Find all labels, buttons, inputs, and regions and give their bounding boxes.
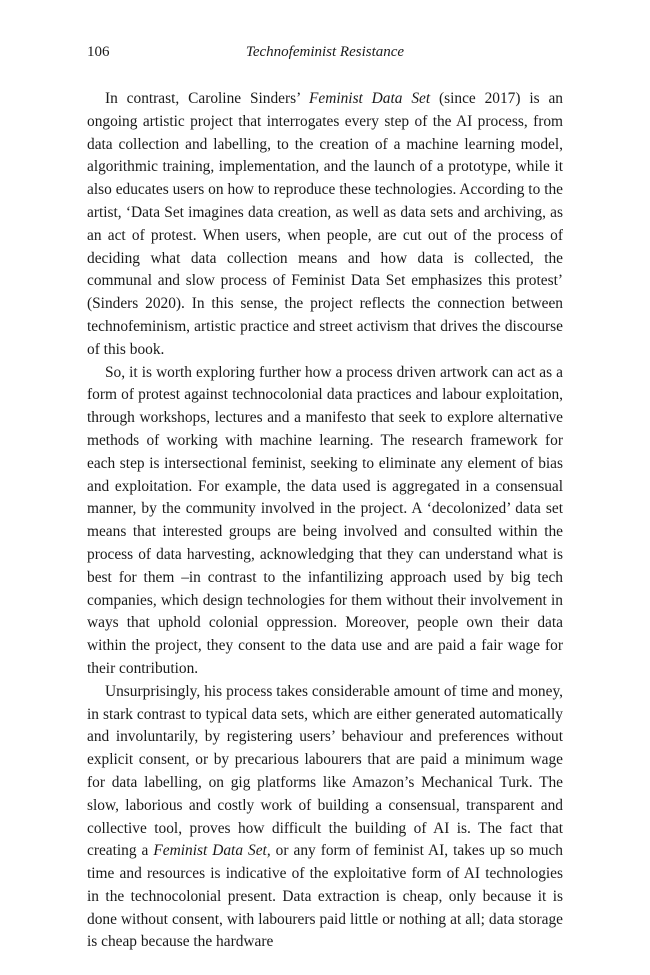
paragraph: [87, 362, 563, 681]
page-number: 106: [87, 44, 110, 60]
paragraph: [87, 88, 563, 362]
paragraph-text: So, it is worth exploring further how a process driven artwork can act as a form of protest against technocolonial data practices and labour exploitation, through workshops, lectures and a manifesto that seek to explore alternative methods of working with machine learning. The research framework for each step is intersectional feminist, seeking to eliminate any element of bias and exploitation. For example, the data used is aggregated in a consensual manner, by the community involved in the project. A ‘decolonized’ data set means that interested groups are being involved and consulted within the process of data harvesting, acknowledging that they can understand what is best for them –in contrast to the infantilizing approach used by big tech companies, which design technologies for them without their involvement in ways that uphold colonial oppression. Moreover, people own their data within the project, they consent to the data use and are paid a fair wage for their contribution.: [87, 363, 563, 677]
paragraph-text: , or any form of feminist AI, takes up so much time and resources is indicative of the exploitative form of AI technologies in the technocolonial present. Data extraction is cheap, only because it is done without consent, with labourers paid little or nothing at all; data storage is cheap because the hardware: [87, 842, 563, 951]
book-title-italic: Feminist Data Set: [153, 842, 267, 860]
book-title-italic: Feminist Data Set: [308, 90, 431, 107]
running-head: [87, 44, 563, 64]
running-title: Technofeminist Resistance: [245, 44, 405, 60]
paragraph: [87, 681, 563, 955]
paragraph-text: Unsurprisingly, his process takes considerable amount of time and money, in stark contrast to typical data sets, which are either generated automatically and involuntarily, by registering users’ behaviour and preferences without explicit consent, or by precarious labourers that are paid a minimum wage for data labelling, on gig platforms like Amazon’s Mechanical Turk. The slow, laborious and costly work of building a consensual, transparent and collective tool, proves how difficult the building of AI is. The fact that creating a: [87, 682, 563, 860]
paragraph-text: (since 2017) is an ongoing artistic project that interrogates every step of the AI process, from data collection and labelling, to the creation of a machine learning model, algorithmic training, implementation, and the launch of a prototype, while it also educates users on how to reproduce these technologies. According to the artist, ‘Data Set imagines data creation, as well as data sets and archiving, as an act of protest. When users, when people, are cut out of the process of deciding what data collection means and how data is collected, the communal and slow process of Feminist Data Set emphasizes this protest’ (Sinders 2020). In this sense, the project reflects the connection between technofeminism, artistic practice and street activism that drives the discourse of this book.: [87, 90, 563, 358]
paragraph-text: In contrast, Caroline Sinders’: [105, 90, 309, 107]
body-text: [87, 88, 563, 954]
